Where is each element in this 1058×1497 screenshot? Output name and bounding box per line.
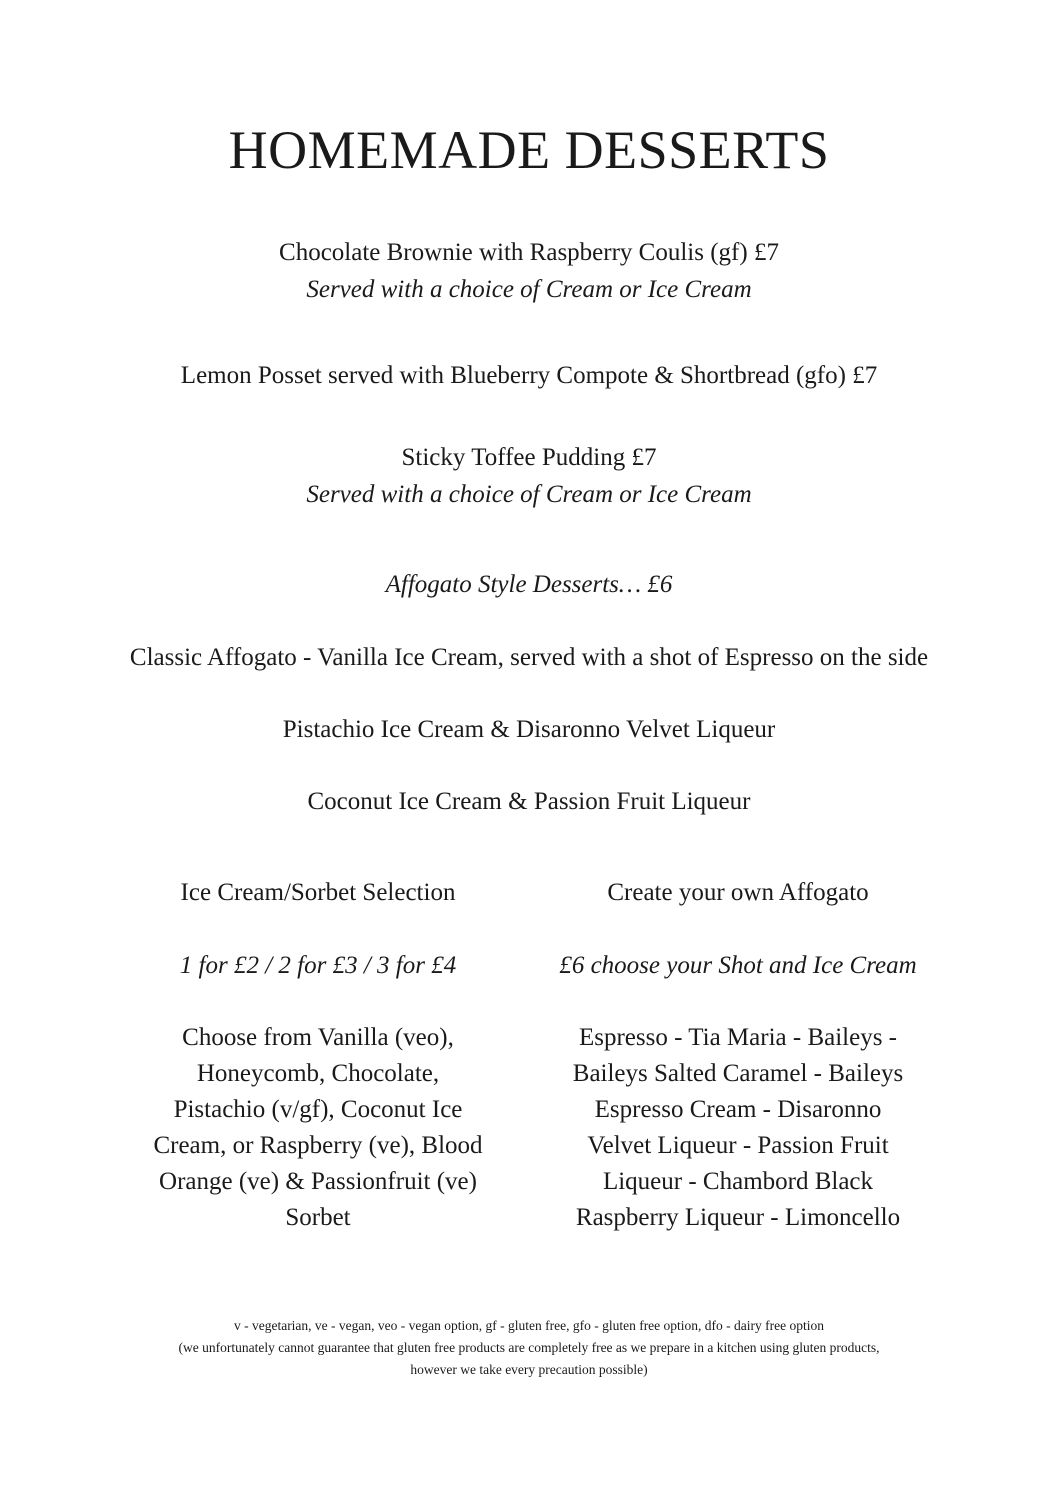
dessert-lemon-posset-name: Lemon Posset served with Blueberry Compote & Shortbread (gfo) £7 — [180, 362, 878, 389]
gluten-disclaimer-line-1: (we unfortunately cannot guarantee that gluten free products are completely free as we prepare in a kitchen using gluten products, — [178, 1340, 880, 1355]
affogato-heading: Affogato Style Desserts… £6 — [385, 571, 673, 598]
ice-cream-line: Sorbet — [285, 1204, 351, 1231]
ice-cream-heading: Ice Cream/Sorbet Selection — [180, 879, 456, 906]
create-affogato-price: £6 choose your Shot and Ice Cream — [559, 952, 917, 979]
dessert-brownie-name: Chocolate Brownie with Raspberry Coulis (gf) £7 — [279, 239, 779, 266]
ice-cream-line: Honeycomb, Chocolate, — [196, 1060, 440, 1087]
create-affogato-line: Espresso - Tia Maria - Baileys - — [578, 1024, 898, 1051]
ice-cream-line: Choose from Vanilla (veo), — [182, 1024, 454, 1051]
create-affogato-line: Raspberry Liqueur - Limoncello — [575, 1204, 901, 1231]
affogato-item-coconut: Coconut Ice Cream & Passion Fruit Liqueur — [307, 788, 751, 815]
create-affogato-heading: Create your own Affogato — [607, 879, 869, 906]
ice-cream-price: 1 for £2 / 2 for £3 / 3 for £4 — [179, 952, 457, 979]
affogato-item-classic: Classic Affogato - Vanilla Ice Cream, served with a shot of Espresso on the side — [129, 644, 929, 671]
affogato-item-pistachio: Pistachio Ice Cream & Disaronno Velvet Liqueur — [282, 716, 776, 743]
ice-cream-line: Cream, or Raspberry (ve), Blood — [153, 1132, 483, 1159]
page-title: HOMEMADE DESSERTS — [228, 120, 830, 180]
ice-cream-column — [138, 875, 498, 1236]
create-affogato-line: Velvet Liqueur - Passion Fruit — [587, 1132, 889, 1159]
dietary-key: v - vegetarian, ve - vegan, veo - vegan option, gf - gluten free, gfo - gluten free option, dfo - dairy free option — [233, 1318, 825, 1333]
create-affogato-column — [548, 875, 928, 1236]
ice-cream-line: Pistachio (v/gf), Coconut Ice — [173, 1096, 463, 1123]
gluten-disclaimer-line-2: however we take every precaution possible) — [410, 1362, 648, 1377]
create-affogato-line: Espresso Cream - Disaronno — [594, 1096, 882, 1123]
dessert-brownie-note: Served with a choice of Cream or Ice Cream — [306, 276, 752, 303]
dessert-sticky-toffee-note: Served with a choice of Cream or Ice Cream — [306, 481, 752, 508]
ice-cream-line: Orange (ve) & Passionfruit (ve) — [159, 1168, 477, 1195]
create-affogato-line: Baileys Salted Caramel - Baileys — [572, 1060, 904, 1087]
create-affogato-line: Liqueur - Chambord Black — [602, 1168, 874, 1195]
dessert-sticky-toffee-name: Sticky Toffee Pudding £7 — [401, 444, 657, 471]
